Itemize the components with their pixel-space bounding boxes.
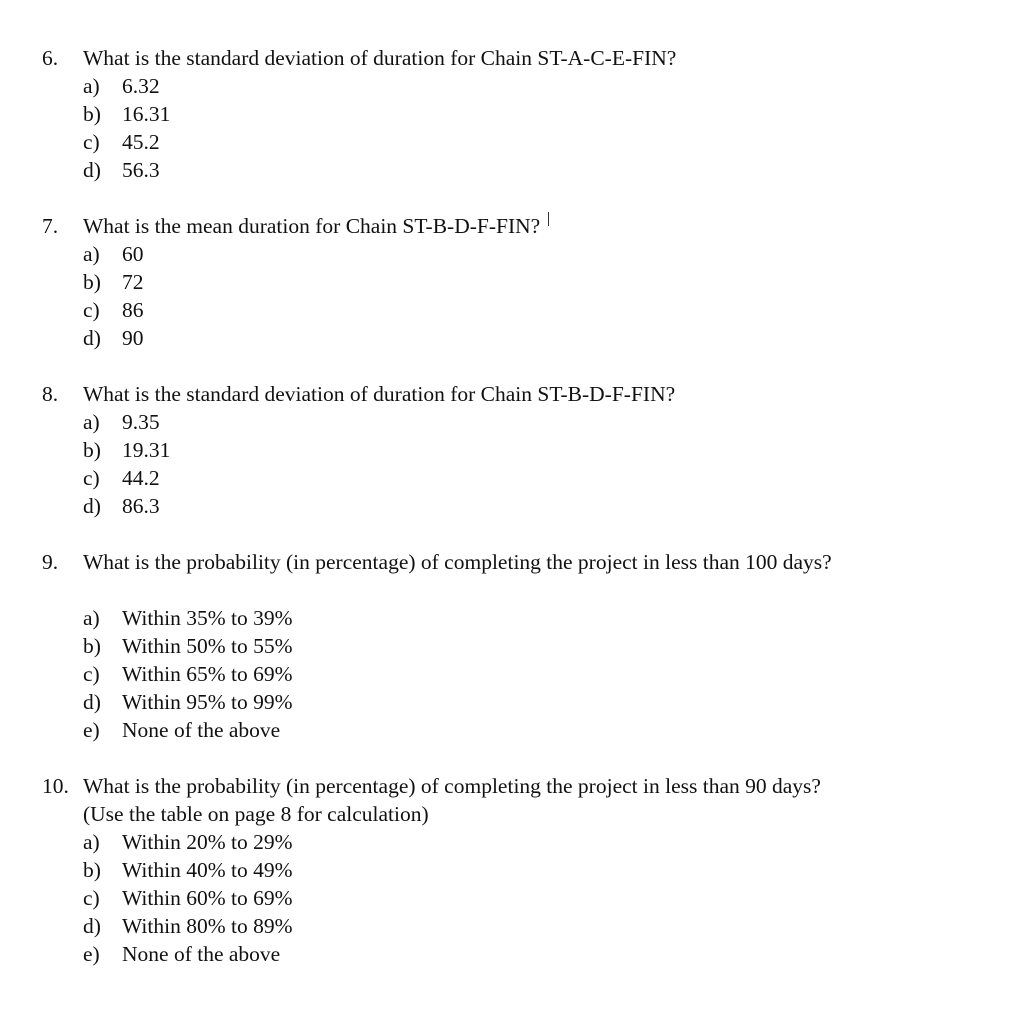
question-8 [42,380,1002,520]
option-d[interactable] [42,324,1002,352]
option-letter: c) [83,298,100,322]
question-7 [42,212,1002,352]
option-b[interactable] [42,856,1002,884]
option-d[interactable] [42,156,1002,184]
option-b[interactable] [42,268,1002,296]
option-a[interactable] [42,408,1002,436]
question-number: 8. [42,382,59,406]
option-b[interactable] [42,632,1002,660]
option-d[interactable] [42,492,1002,520]
option-d[interactable] [42,688,1002,716]
option-c[interactable] [42,128,1002,156]
question-number: 10. [42,774,69,798]
option-letter: a) [83,242,100,266]
question-text: What is the probability (in percentage) of completing the project in less than 100 days? [83,550,832,574]
question-text: What is the probability (in percentage) of completing the project in less than 90 days? [83,774,821,798]
option-letter: c) [83,466,100,490]
option-e[interactable] [42,716,1002,744]
question-text: What is the standard deviation of duration for Chain ST-B-D-F-FIN? [83,382,676,406]
option-text: 90 [122,326,144,350]
option-a[interactable] [42,72,1002,100]
option-letter: a) [83,830,100,854]
option-letter: d) [83,158,101,182]
option-text: Within 50% to 55% [122,634,293,658]
option-a[interactable] [42,604,1002,632]
option-text: Within 40% to 49% [122,858,293,882]
option-text: 44.2 [122,466,160,490]
option-text: 56.3 [122,158,160,182]
option-a[interactable] [42,240,1002,268]
option-letter: e) [83,718,100,742]
option-letter: a) [83,606,100,630]
option-text: None of the above [122,718,281,742]
option-a[interactable] [42,828,1002,856]
option-letter: a) [83,74,100,98]
option-text: Within 65% to 69% [122,662,293,686]
option-text: 6.32 [122,74,160,98]
option-c[interactable] [42,660,1002,688]
option-letter: b) [83,438,101,462]
option-text: 86.3 [122,494,160,518]
option-text: 45.2 [122,130,160,154]
question-text: What is the mean duration for Chain ST-B-D-F-FIN? [83,214,541,238]
option-d[interactable] [42,912,1002,940]
option-letter: c) [83,886,100,910]
option-letter: e) [83,942,100,966]
option-letter: d) [83,914,101,938]
option-letter: a) [83,410,100,434]
option-text: Within 80% to 89% [122,914,293,938]
option-letter: b) [83,634,101,658]
option-text: Within 95% to 99% [122,690,293,714]
option-text: Within 35% to 39% [122,606,293,630]
option-letter: b) [83,270,101,294]
question-number: 9. [42,550,59,574]
question-text: What is the standard deviation of duration for Chain ST-A-C-E-FIN? [83,46,677,70]
option-e[interactable] [42,940,1002,968]
option-b[interactable] [42,436,1002,464]
option-text: 86 [122,298,144,322]
question-number: 7. [42,214,59,238]
question-note: (Use the table on page 8 for calculation) [83,802,429,826]
option-text: 16.31 [122,102,171,126]
option-text: 72 [122,270,144,294]
option-letter: c) [83,130,100,154]
option-text: None of the above [122,942,281,966]
question-6 [42,44,1002,184]
option-c[interactable] [42,464,1002,492]
option-text: 9.35 [122,410,160,434]
option-c[interactable] [42,884,1002,912]
option-letter: d) [83,494,101,518]
option-text: 19.31 [122,438,171,462]
text-cursor [548,212,549,226]
option-text: Within 60% to 69% [122,886,293,910]
option-text: Within 20% to 29% [122,830,293,854]
option-letter: d) [83,690,101,714]
option-letter: c) [83,662,100,686]
question-number: 6. [42,46,59,70]
option-b[interactable] [42,100,1002,128]
option-letter: d) [83,326,101,350]
option-letter: b) [83,858,101,882]
option-letter: b) [83,102,101,126]
question-9 [42,548,1002,744]
question-10 [42,772,1002,968]
option-c[interactable] [42,296,1002,324]
option-text: 60 [122,242,144,266]
